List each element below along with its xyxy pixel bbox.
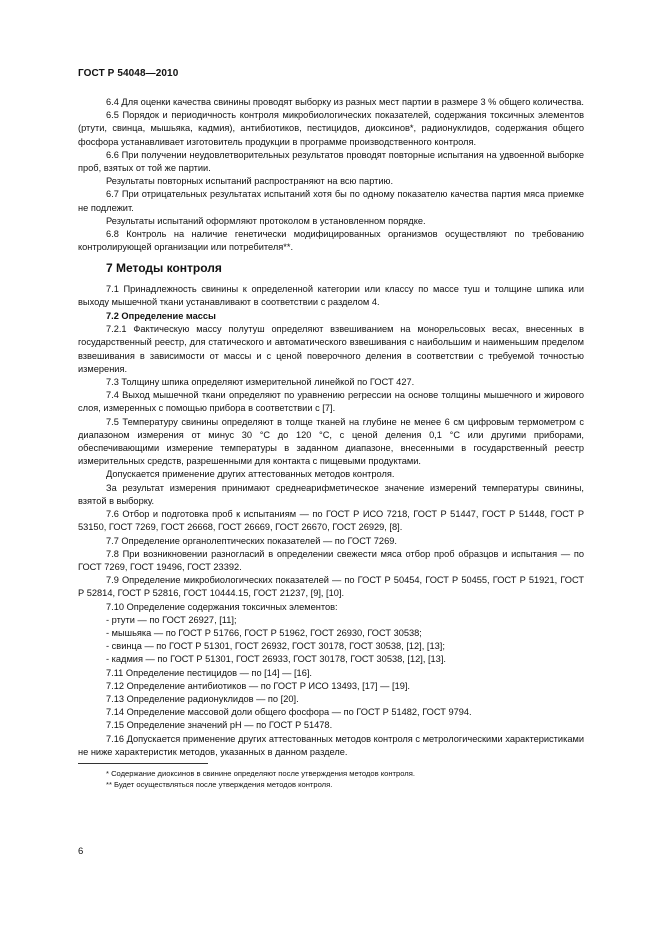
document-header: ГОСТ Р 54048—2010 — [78, 68, 179, 79]
paragraph-7-8: 7.8 При возникновении разногласий в определении свежести мяса отбор проб образцов и испытания — по ГОСТ 7269, ГОСТ 19496, ГОСТ 23392. — [78, 548, 584, 572]
paragraph-6-6: 6.6 При получении неудовлетворительных результатов проводят повторные испытания на удвоенной выборке проб, взятых от той же партии. — [78, 149, 584, 174]
list-item: - свинца — по ГОСТ Р 51301, ГОСТ 26932, ГОСТ 30178, ГОСТ 30538, [12], [13]; — [106, 641, 445, 652]
paragraph-7-9: 7.9 Определение микробиологических показателей — по ГОСТ Р 50454, ГОСТ Р 50455, ГОСТ Р 51921, ГОСТ Р 52814, ГОСТ Р 52816, ГОСТ 10444.15, ГОСТ 21237, [9], [10]. — [78, 575, 584, 599]
paragraph-7-10: 7.10 Определение содержания токсичных элементов: — [106, 601, 338, 612]
paragraph-7-5: 7.5 Температуру свинины определяют в толще тканей на глубине не менее 6 см цифровым термометром с диапазоном измерения от минус 30 °С до 120 °С, с ценой деления 0,1 °С или другими приборами, обеспечивающими измерение температуры в заданном диапазоне, внесенными в государственный реестр измерительных средств, разрешенными для контакта с пищевыми продуктами. — [78, 416, 584, 467]
paragraph-6-6-results: Результаты повторных испытаний распространяют на всю партию. — [106, 176, 394, 187]
paragraph-7-12: 7.12 Определение антибиотиков — по ГОСТ Р ИСО 13493, [17] — [19]. — [106, 680, 411, 691]
paragraph-6-4: 6.4 Для оценки качества свинины проводят выборку из разных мест партии в размере 3 % общего количества. — [106, 97, 584, 107]
paragraph-7-2-1: 7.2.1 Фактическую массу полутуш определяют взвешиванием на монорельсовых весах, внесенных в государственный реестр, для статического и автоматического взвешивания с наибольшим и наименьшим пределом взвешивания в зависимости от массы и с ценой поверочного деления в соответствии с требуемой точностью измерения. — [78, 324, 584, 374]
paragraph-7-7: 7.7 Определение органолептических показателей — по ГОСТ 7269. — [106, 535, 397, 546]
paragraph-7-5-alt: Допускается применение других аттестованных методов контроля. — [106, 469, 395, 480]
footnote-divider — [78, 763, 208, 764]
paragraph-7-1: 7.1 Принадлежность свинины к определенной категории или классу по массе туш и толщине шпика или выходу мышечной ткани устанавливают в соответствии с разделом 4. — [78, 283, 584, 307]
paragraph-6-5: 6.5 Порядок и периодичность контроля микробиологических показателей, содержания токсичных элементов (ртути, свинца, мышьяка, кадмия), антибиотиков, пестицидов, диоксинов*, радионуклидов, содержания общего фосфора устанавливает изготовитель продукции в программе производственного контроля. — [78, 110, 584, 147]
paragraph-7-15: 7.15 Определение значений рН — по ГОСТ Р 51478. — [106, 720, 333, 731]
footnotes — [78, 768, 584, 790]
paragraph-7-14: 7.14 Определение массовой доли общего фосфора — по ГОСТ Р 51482, ГОСТ 9794. — [106, 707, 472, 718]
paragraph-7-5-result: За результат измерения принимают среднеарифметическое значение измерений температуры свинины, взятой в выборку. — [78, 482, 584, 506]
list-item: - ртути — по ГОСТ 26927, [11]; — [106, 614, 237, 625]
list-item: - кадмия — по ГОСТ Р 51301, ГОСТ 26933, ГОСТ 30178, ГОСТ 30538, [12], [13]. — [106, 654, 446, 665]
paragraph-7-13: 7.13 Определение радионуклидов — по [20]. — [106, 693, 299, 704]
document-body — [78, 96, 584, 790]
section-title: 7 Методы контроля — [106, 261, 222, 276]
page-number: 6 — [78, 846, 84, 857]
subsection-title: 7.2 Определение массы — [106, 311, 216, 322]
paragraph-7-3: 7.3 Толщину шпика определяют измерительной линейкой по ГОСТ 427. — [106, 377, 415, 388]
paragraph-6-7-results: Результаты испытаний оформляют протоколом в установленном порядке. — [106, 215, 426, 226]
footnote: * Содержание диоксинов в свинине определяют после утверждения методов контроля. — [106, 768, 415, 778]
paragraph-7-6: 7.6 Отбор и подготовка проб к испытаниям — по ГОСТ Р ИСО 7218, ГОСТ Р 51447, ГОСТ Р 51448, ГОСТ Р 53150, ГОСТ 7269, ГОСТ 26668, ГОСТ 26669, ГОСТ 26670, ГОСТ 26929, [8]. — [78, 509, 584, 533]
paragraph-6-7: 6.7 При отрицательных результатах испытаний хотя бы по одному показателю качества партия мяса приемке не подлежит. — [78, 189, 584, 213]
paragraph-7-4: 7.4 Выход мышечной ткани определяют по уравнению регрессии на основе толщины мышечного и жирового слоя, измеренных с помощью прибора в соответствии с [7]. — [78, 390, 584, 414]
footnote: ** Будет осуществляться после утверждения методов контроля. — [106, 779, 333, 789]
paragraph-6-8: 6.8 Контроль на наличие генетически модифицированных организмов осуществляют по требованию контролирующей организации или потребителя**. — [78, 229, 584, 253]
paragraph-7-16: 7.16 Допускается применение других аттестованных методов контроля с метрологическими характеристиками не ниже характеристик методов, указанных в данном разделе. — [78, 733, 584, 757]
paragraph-7-11: 7.11 Определение пестицидов — по [14] — [16]. — [106, 667, 312, 678]
list-item: - мышьяка — по ГОСТ Р 51766, ГОСТ Р 51962, ГОСТ 26930, ГОСТ 30538; — [106, 627, 422, 638]
